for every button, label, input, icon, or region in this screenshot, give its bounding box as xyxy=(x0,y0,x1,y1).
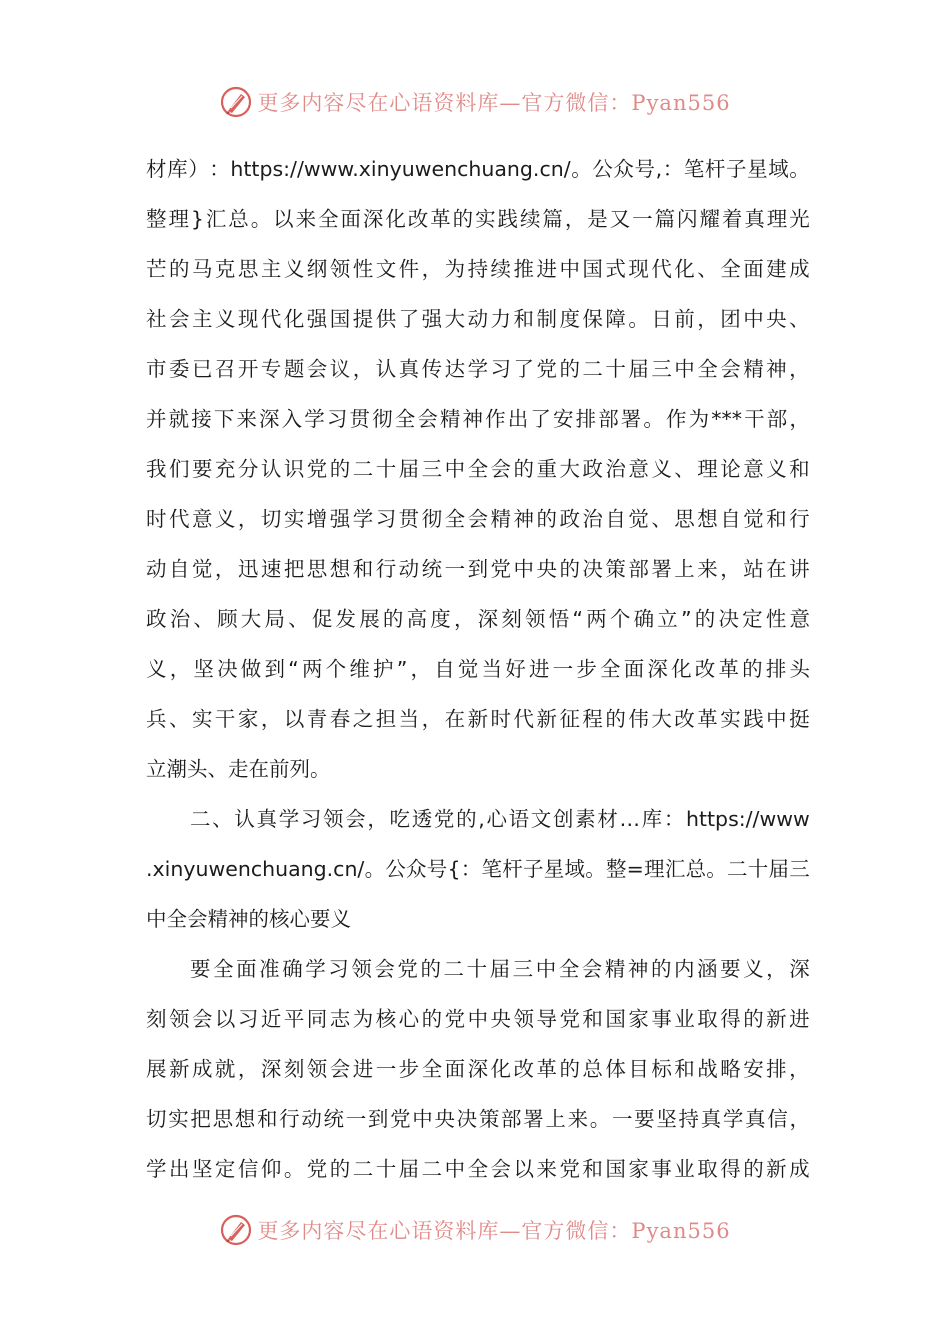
body-text-line: 芒 的 马 克 思 主 义 纲 领 性 文 件 ， 为 持 续 推 进 中 国 式 现 代 化 、 全 面 建 成 xyxy=(146,257,810,281)
body-text-line: .xinyuwenchuang.cn/ 。 公 众 号 { ： 笔 杆 子 星 域 。 整 = 理 汇 总 。 二 十 届 三 xyxy=(146,857,810,881)
pen-nib-logo-icon xyxy=(219,85,253,119)
body-text-line: 我 们 要 充 分 认 识 党 的 二 十 届 三 中 全 会 的 重 大 政 治 意 义 、 理 论 意 义 和 xyxy=(146,457,810,481)
body-text-line: 政 治 、 顾 大 局 、 促 发 展 的 高 度 ， 深 刻 领 悟 “ 两 个 确 立 ” 的 决 定 性 意 xyxy=(146,607,810,631)
body-text-line: 立潮头、走在前列。 xyxy=(146,757,331,781)
body-text-line: 学 出 坚 定 信 仰 。 党 的 二 十 届 二 中 全 会 以 来 党 和 国 家 事 业 取 得 的 新 成 xyxy=(146,1157,810,1181)
body-text-line: 中全会精神的核心要义 xyxy=(146,907,351,931)
document-body xyxy=(146,144,810,1194)
body-text-line: 动 自 觉 ， 迅 速 把 思 想 和 行 动 统 一 到 党 中 央 的 决 策 部 署 上 来 ， 站 在 讲 xyxy=(146,557,810,581)
body-text-line: 市 委 已 召 开 专 题 会 议 ， 认 真 传 达 学 习 了 党 的 二 十 届 三 中 全 会 精 神 ， xyxy=(146,357,810,381)
body-text-line: 二 、 认 真 学 习 领 会 ， 吃 透 党 的 , 心 语 文 创 素 材 … 库 ： https://www xyxy=(190,807,810,831)
body-text-line: 时 代 意 义 ， 切 实 增 强 学 习 贯 彻 全 会 精 神 的 政 治 自 觉 、 思 想 自 觉 和 行 xyxy=(146,507,810,531)
body-text-line: 切 实 把 思 想 和 行 动 统 一 到 党 中 央 决 策 部 署 上 来 。 一 要 坚 持 真 学 真 信 ， xyxy=(146,1107,810,1131)
body-text-line: 刻 领 会 以 习 近 平 同 志 为 核 心 的 党 中 央 领 导 党 和 国 家 事 业 取 得 的 新 进 xyxy=(146,1007,810,1031)
body-text-line: 兵 、 实 干 家 ， 以 青 春 之 担 当 ， 在 新 时 代 新 征 程 的 伟 大 改 革 实 践 中 挺 xyxy=(146,707,810,731)
footer-banner-text: 更多内容尽在心语资料库—官方微信：Pyan556 xyxy=(257,1219,731,1243)
body-text-line: 义 ， 坚 决 做 到 “ 两 个 维 护 ” ， 自 觉 当 好 进 一 步 全 面 深 化 改 革 的 排 头 xyxy=(146,657,810,681)
header-banner xyxy=(0,82,950,122)
header-banner-text: 更多内容尽在心语资料库—官方微信：Pyan556 xyxy=(257,91,731,115)
body-text-line: 整 理 } 汇 总 。 以 来 全 面 深 化 改 革 的 实 践 续 篇 ， 是 又 一 篇 闪 耀 着 真 理 光 xyxy=(146,207,810,231)
pen-nib-logo-icon xyxy=(219,1213,253,1247)
body-text-line: 并 就 接 下 来 深 入 学 习 贯 彻 全 会 精 神 作 出 了 安 排 部 署 。 作 为 *** 干 部 ， xyxy=(146,407,810,431)
body-text-line: 要 全 面 准 确 学 习 领 会 党 的 二 十 届 三 中 全 会 精 神 的 内 涵 要 义 ， 深 xyxy=(190,957,810,981)
body-text-line: 展 新 成 就 ， 深 刻 领 会 进 一 步 全 面 深 化 改 革 的 总 体 目 标 和 战 略 安 排 ， xyxy=(146,1057,810,1081)
body-text-line: 材 库 ） ： https://www.xinyuwenchuang.cn/ 。 公 众 号 , ： 笔 杆 子 星 域 。 xyxy=(146,157,810,181)
footer-banner xyxy=(0,1210,950,1250)
body-text-line: 社 会 主 义 现 代 化 强 国 提 供 了 强 大 动 力 和 制 度 保 障 。 日 前 ， 团 中 央 、 xyxy=(146,307,810,331)
